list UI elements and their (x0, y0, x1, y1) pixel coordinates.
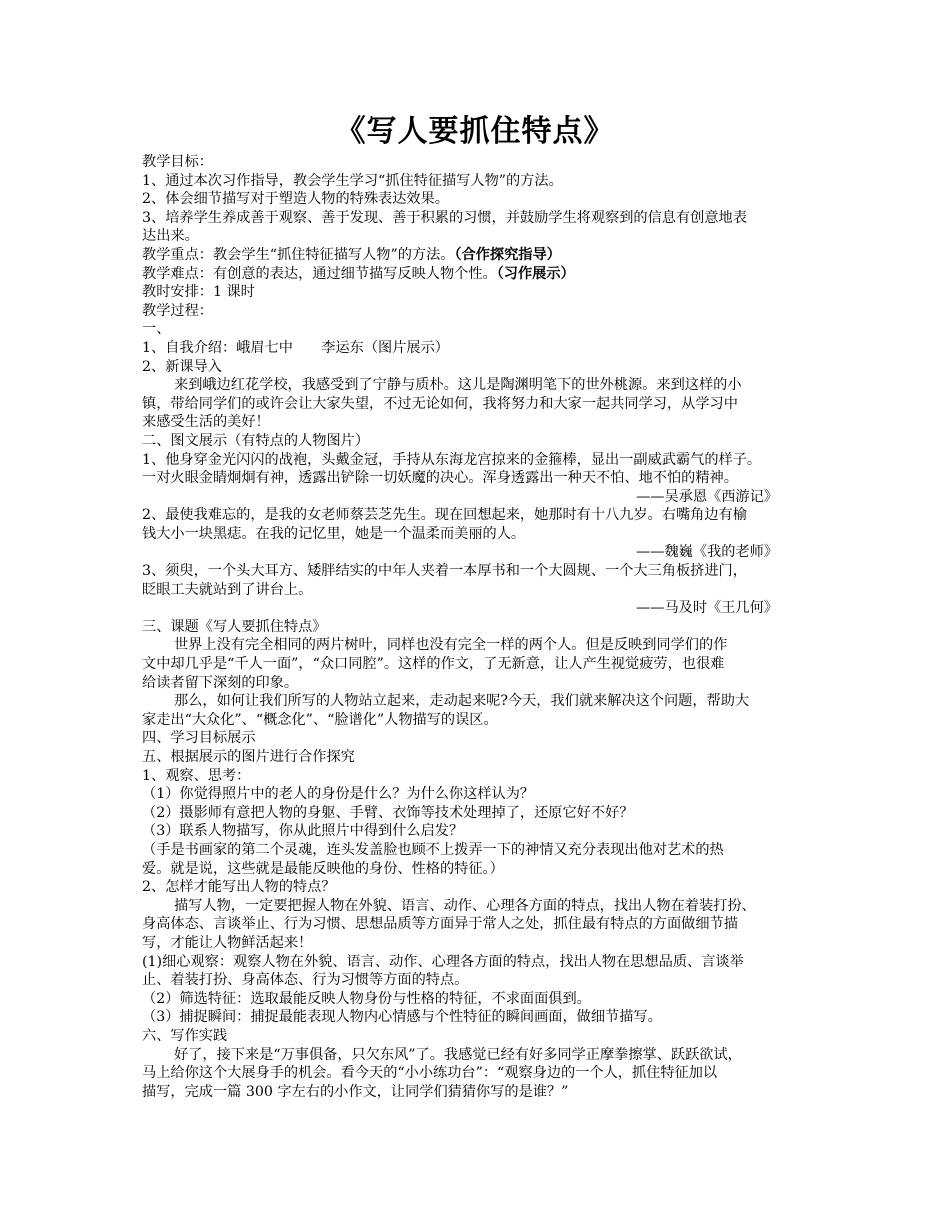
example-2-cont: 钱大小一块黑痣。在我的记忆里，她是一个温柔而美丽的人。 (142, 525, 526, 542)
paragraph-line: 文中却几乎是“千人一面”，“众口同腔”。这样的作文，了无新意，让人产生视觉疲劳，也很难 (142, 656, 725, 673)
section-2-heading: 二、图文展示（有特点的人物图片） (142, 432, 370, 449)
example-1-source: ——吴承恩《西游记》 (636, 488, 778, 505)
document-title: 《写人要抓住特点》 (335, 114, 615, 149)
paragraph-line: 镇，带给同学们的或许会让大家失望，不过无论如何，我将努力和大家一起共同学习，从学习中 (142, 395, 738, 412)
paragraph-line: 给读者留下深刻的印象。 (142, 674, 299, 691)
paragraph-line: 来感受生活的美好！ (142, 414, 270, 431)
section-6-heading: 六、写作实践 (142, 1027, 228, 1044)
answer-note-cont: 爱。就是说，这些就是最能反映他的身份、性格的特征。） (142, 860, 504, 877)
question-3: （3）联系人物描写，你从此照片中得到什么启发？ (142, 823, 464, 840)
objective-1: 1、通过本次习作指导，教会学生学习“抓住特征描写人物”的方法。 (142, 172, 563, 189)
example-3-source: ——马及时《王几何》 (636, 600, 778, 617)
key-point-line (142, 246, 828, 265)
objective-2: 2、体会细节描写对于塑造人物的特殊表达效果。 (142, 191, 449, 208)
method-3: （3）捕捉瞬间：捕捉最能表现人物内心情感与个性特征的瞬间画面，做细节描写。 (142, 1009, 662, 1026)
paragraph-line: 描写人物，一定要把握人物在外貌、语言、动作、心理各方面的特点，找出人物在着装打扮、 (174, 897, 756, 914)
example-3-cont: 眨眼工夫就站到了讲台上。 (142, 581, 313, 598)
method-1-cont: 止、着装打扮、身高体态、行为习惯等方面的特点。 (142, 972, 469, 989)
section-5-heading: 五、根据展示的图片进行合作探究 (142, 749, 355, 765)
lesson-intro-heading: 2、新课导入 (142, 358, 222, 375)
subheading-how: 2、怎样才能写出人物的特点？ (142, 879, 336, 896)
example-2: 2、最使我难忘的，是我的女老师蔡芸芝先生。现在回想起来，她那时有十八九岁。右嘴角边有榆 (142, 507, 747, 524)
heading-objectives: 教学目标： (142, 154, 213, 170)
example-1: 1、他身穿金光闪闪的战袍，头戴金冠，手持从东海龙宫掠来的金箍棒，显出一副威武霸气的样子。 (142, 451, 762, 468)
paragraph-line: 描写，完成一篇 300 字左右的小作文，让同学们猜猜你写的是谁？” (142, 1083, 569, 1100)
section-1-heading: 一、 (142, 321, 171, 338)
objective-3: 3、培养学生养成善于观察、善于发现、善于积累的习惯，并鼓励学生将观察到的信息有创意地表 (142, 209, 747, 226)
key-point-emphasis: （合作探究指导） (454, 246, 561, 263)
paragraph-line: 那么，如何让我们所写的人物站立起来，走动起来呢?今天，我们就来解决这个问题，帮助大 (174, 693, 750, 710)
paragraph-line: 写，才能让人物鲜活起来！ (142, 934, 313, 951)
heading-process: 教学过程： (142, 302, 213, 319)
paragraph-line: 好了，接下来是“万事俱备，只欠东风”了。我感觉已经有好多同学正摩拳擦掌、跃跃欲试， (174, 1046, 742, 1063)
subheading-observe: 1、观察、思考： (142, 767, 251, 784)
paragraph-line: 世界上没有完全相同的两片树叶，同样也没有完全一样的两个人。但是反映到同学们的作 (174, 637, 728, 654)
answer-note: （手是书画家的第二个灵魂，连头发盖脸也顾不上拨弄一下的神情又充分表现出他对艺术的热 (142, 841, 724, 858)
paragraph-line: 身高体态、言谈举止、行为习惯、思想品质等方面异于常人之处，抓住最有特点的方面做细节描 (142, 916, 738, 933)
question-2: （2）摄影师有意把人物的身躯、手臂、衣饰等技术处理掉了，还原它好不好？ (142, 804, 634, 821)
paragraph-line: 来到峨边红花学校，我感受到了宁静与质朴。这儿是陶渊明笔下的世外桃源。来到这样的小 (174, 377, 742, 394)
method-1: (1)细心观察：观察人物在外貌、语言、动作、心理各方面的特点，找出人物在思想品质、言谈举 (142, 953, 744, 970)
key-point-text: 教学重点：教会学生“抓住特征描写人物”的方法。 (142, 246, 455, 263)
paragraph-line: 家走出“大众化”、“概念化”、“脸谱化”人物描写的误区。 (142, 711, 498, 728)
example-1-cont: 一对火眼金睛炯炯有神，透露出铲除一切妖魔的决心。浑身透露出一种天不怕、地不怕的精神。 (142, 470, 738, 487)
paragraph-line: 马上给你这个大展身手的机会。看今天的“小小练功台”：“观察身边的一个人，抓住特征加以 (142, 1065, 718, 1082)
example-3: 3、须臾，一个头大耳方、矮胖结实的中年人夹着一本厚书和一个大圆规、一个大三角板挤进门， (142, 563, 747, 580)
difficulty-text: 教学难点：有创意的表达，通过细节描写反映人物个性。 (142, 265, 497, 282)
schedule-line: 教时安排：1 课时 (142, 284, 255, 301)
difficulty-emphasis: （习作展示） (496, 265, 575, 282)
section-4-heading: 四、学习目标展示 (142, 730, 256, 747)
example-2-source: ——魏巍《我的老师》 (636, 544, 778, 561)
difficulty-line (142, 265, 828, 284)
document-body (142, 153, 828, 1101)
question-1: （1）你觉得照片中的老人的身份是什么？为什么你这样认为？ (142, 786, 535, 803)
self-intro: 1、自我介绍：峨眉七中 李运东（图片展示） (142, 339, 449, 356)
section-3-heading: 三、课题《写人要抓住特点》 (142, 618, 327, 635)
method-2: （2）筛选特征：选取最能反映人物身份与性格的特征，不求面面俱到。 (142, 990, 591, 1007)
objective-3-cont: 达出来。 (142, 228, 199, 245)
